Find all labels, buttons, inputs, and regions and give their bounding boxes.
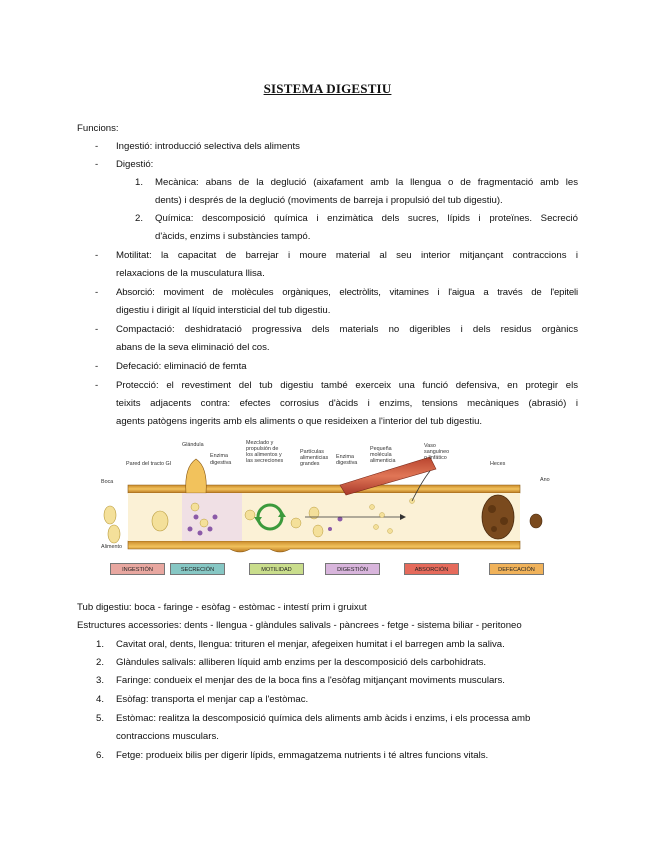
list-number: 4. [96,694,105,705]
label-mezclado-3: los alimentos y [246,452,282,458]
estructures-line: Estructures accessories: dents - llengua - glàndules salivals - pàncrees - fetge - sistema biliar - peritoneo [77,620,522,631]
bullet-dash: - [95,159,99,170]
bullet-proteccio-line3: agents patògens ingerits amb els aliments o que resideixen a l'interior del tub digestiu. [116,416,483,427]
label-alimento: Alimento [101,544,122,550]
list-item-glandules: Glàndules salivals: alliberen líquid amb enzims per la descomposició dels carbohidrats. [116,657,487,668]
list-item-faringe: Faringe: condueix el menjar des de la boca fins a l'esòfag mitjançant moviments musculars. [116,675,505,686]
list-number: 3. [96,675,105,686]
bullet-absorcio-line1: Absorció: moviment de molècules orgàniques, electròlits, vitamines i l'aigua a través de l'epiteli [116,287,578,298]
bullet-dash: - [95,380,99,391]
label-vaso-1: Vaso [424,443,436,449]
label-enzima-1b: digestiva [210,460,232,466]
label-enzima-2a: Enzima [336,454,354,460]
bullet-compactacio-line1: Compactació: deshidratació progressiva dels materials no digeribles i dels residus orgànics [116,324,578,335]
sub-quimica-line2: d'àcids, enzims i substàncies tampó. [155,231,311,242]
page-title: SISTEMA DIGESTIU [263,81,392,96]
list-item-estomac-line2: contraccions musculars. [116,731,219,742]
list-number: 6. [96,750,105,761]
bullet-proteccio-line2: teixits adjacents contra: efectes corrosius d'àcids i enzims, tensions mecàniques (abrasió) i [116,398,578,409]
label-particulas-1: Partículas [300,449,324,455]
label-glandula: Glándula [182,442,204,448]
label-particulas-2: alimenticias [300,455,329,461]
bullet-dash: - [95,250,99,261]
list-item-estomac-line1: Estòmac: realitza la descomposició química dels aliments amb àcids i enzims, i els processa amb [116,713,531,724]
sub-number: 1. [135,177,144,188]
label-mezclado-4: las secreciones [246,458,284,464]
sub-mecanica-line1: Mecànica: abans de la deglució (aixafament amb la llengua o de fragmentació amb les [155,177,578,188]
bullet-defecacio: Defecació: eliminació de femta [116,361,247,372]
label-enzima-2b: digestiva [336,460,358,466]
list-number: 2. [96,657,105,668]
stage-absorcion: ABSORCIÓN [404,563,459,575]
label-ano: Ano [540,477,550,483]
feces [482,495,514,539]
bullet-ingestio: Ingestió: introducció selectiva dels aliments [116,141,300,152]
bullet-dash: - [95,287,99,298]
digestive-diagram [100,437,555,583]
bullet-motilitat-line2: relaxacions de la musculatura llisa. [116,268,265,279]
tract-bottom-wall [128,541,520,552]
gland-shape [186,459,207,493]
stage-digestion: DIGESTIÓN [325,563,380,575]
label-pequena-3: alimenticia [370,458,396,464]
bullet-dash: - [95,361,99,372]
label-particulas-3: grandes [300,461,320,467]
stage-ingestion: INGESTIÓN [110,563,165,575]
tub-digestiu-line: Tub digestiu: boca - faringe - esòfag - estòmac - intestí prim i gruixut [77,602,367,613]
label-pared: Pared del tracto GI [126,461,172,467]
list-number: 1. [96,639,105,650]
stage-defecacion: DEFECACIÓN [489,563,544,575]
label-pequena-2: molécula [370,452,392,458]
stage-motilidad: MOTILIDAD [249,563,304,575]
list-item-cavitat: Cavitat oral, dents, llengua: trituren el menjar, afegeixen humitat i el barregen amb la saliva. [116,639,505,650]
bullet-dash: - [95,141,99,152]
bullet-compactacio-line2: abans de la seva eliminació del cos. [116,342,270,353]
bullet-motilitat-line1: Motilitat: la capacitat de barrejar i moure material al seu interior mitjançant contraccions i [116,250,578,261]
label-vaso-3: o linfático [424,455,447,461]
list-item-esofag: Esòfag: transporta el menjar cap a l'estòmac. [116,694,309,705]
sub-mecanica-line2: dents) i després de la deglució (moviments de barreja i propulsió del tub digestiu). [155,195,503,206]
list-number: 5. [96,713,105,724]
bullet-absorcio-line2: digestiu i dirigit al líquid intersticial del tub digestiu. [116,305,331,316]
sub-quimica-line1: Química: descomposició química i enzimàtica dels sucres, lípids i proteïnes. Secreció [155,213,578,224]
sub-number: 2. [135,213,144,224]
bullet-dash: - [95,324,99,335]
label-mezclado-1: Mezclado y [246,440,274,446]
funcions-heading: Funcions: [77,123,119,134]
label-boca: Boca [101,479,114,485]
label-heces: Heces [490,461,506,467]
bullet-proteccio-line1: Protecció: el revestiment del tub digestiu també exerceix una funció defensiva, en protegir els [116,380,578,391]
label-pequena-1: Pequeña [370,446,392,452]
label-mezclado-2: propulsión de [246,446,279,452]
stage-secrecion: SECRECIÓN [170,563,225,575]
bullet-digestio: Digestió: [116,159,154,170]
label-vaso-2: sanguíneo [424,449,450,455]
label-enzima-1a: Enzima [210,453,228,459]
list-item-fetge: Fetge: produeix bilis per digerir lípids, emmagatzema nutrients i té altres funcions vitals. [116,750,489,761]
